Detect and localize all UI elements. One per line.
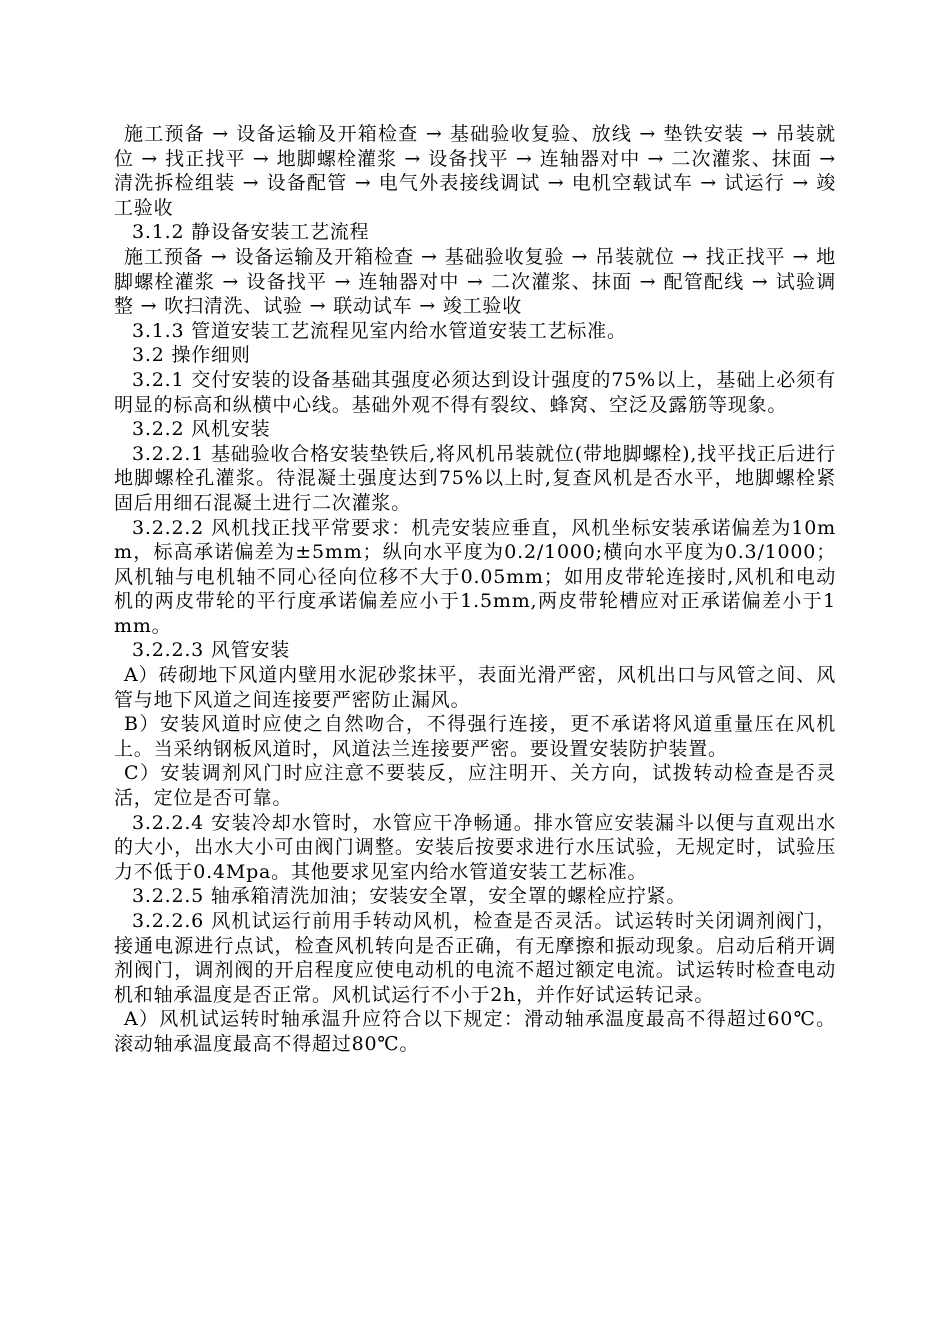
duct-item-a-paragraph: A）砖砌地下风道内壁用水泥砂浆抹平，表面光滑严密，风机出口与风管之间、风管与地下风道之间连接要严密防止漏风。 bbox=[114, 664, 836, 711]
section-3-1-2-heading: 3.1.2 静设备安装工艺流程 bbox=[132, 221, 370, 244]
duct-item-b-paragraph: B）安装风道时应使之自然吻合，不得强行连接，更不承诺将风道重量压在风机上。当采纳钢板风道时，风道法兰连接要严密。要设置安装防护装置。 bbox=[114, 713, 836, 760]
section-3-2-2-2-paragraph: 3.2.2.2 风机找正找平常要求：机壳安装应垂直，风机坐标安装承诺偏差为10mm，标高承诺偏差为±5mm；纵向水平度为0.2/1000;横向水平度为0.3/1000；风机轴与电机轴不同心径向位移不大于0.05mm；如用皮带轮连接时,风机和电动机的两皮带轮的平行度承诺偏差应小于1.5mm,两皮带轮槽应对正承诺偏差小于1mm。 bbox=[114, 516, 836, 637]
section-3-2-2-1-paragraph: 3.2.2.1 基础验收合格安装垫铁后,将风机吊装就位(带地脚螺栓),找平找正后进行地脚螺栓孔灌浆。待混凝土强度达到75%以上时,复查风机是否水平，地脚螺栓紧固后用细石混凝土进行二次灌浆。 bbox=[114, 442, 836, 514]
trial-run-item-a-paragraph: A）风机试运转时轴承温升应符合以下规定：滑动轴承温度最高不得超过60℃。滚动轴承温度最高不得超过80℃。 bbox=[114, 1008, 836, 1055]
section-3-2-2-4-paragraph: 3.2.2.4 安装冷却水管时，水管应干净畅通。排水管应安装漏斗以便与直观出水的大小，出水大小可由阀门调整。安装后按要求进行水压试验，无规定时，试验压力不低于0.4Mpa。其他要求见室内给水管道安装工艺标准。 bbox=[114, 811, 836, 883]
section-3-2-1-paragraph: 3.2.1 交付安装的设备基础其强度必须达到设计强度的75%以上，基础上必须有明显的标高和纵横中心线。基础外观不得有裂纹、蜂窝、空泛及露筋等现象。 bbox=[114, 368, 836, 416]
section-3-2-2-heading: 3.2.2 风机安装 bbox=[132, 418, 271, 441]
section-3-2-2-6-paragraph: 3.2.2.6 风机试运行前用手转动风机，检查是否灵活。试运转时关闭调剂阀门，接通电源进行点试，检查风机转向是否正确，有无摩擦和振动现象。启动后稍开调剂阀门，调剂阀的开启程度应使电动机的电流不超过额定电流。试运转时检查电动机和轴承温度是否正常。风机试运行不小于2h，并作好试运转记录。 bbox=[114, 910, 836, 1006]
static-equipment-flow-text: 施工预备 → 设备运输及开箱检查 → 基础验收复验 → 吊装就位 → 找正找平 → 地脚螺栓灌浆 → 设备找平 → 连轴器对中 → 二次灌浆、抹面 → 配管配线 → 试验调整 → 吹扫清洗、试验 → 联动试车 → 竣工验收 bbox=[114, 245, 836, 318]
equipment-install-flow-text: 施工预备 → 设备运输及开箱检查 → 基础验收复验、放线 → 垫铁安装 → 吊装就位 → 找正找平 → 地脚螺栓灌浆 → 设备找平 → 连轴器对中 → 二次灌浆、抹面 → 清洗拆检组装 → 设备配管 → 电气外表接线调试 → 电机空载试车 → 试运行 → 竣工验收 bbox=[114, 123, 836, 219]
section-3-2-2-5-paragraph: 3.2.2.5 轴承箱清洗加油；安装安全罩，安全罩的螺栓应拧紧。 bbox=[132, 885, 687, 908]
duct-item-c-paragraph: C）安装调剂风门时应注意不要装反，应注明开、关方向，试拨转动检查是否灵活，定位是否可靠。 bbox=[114, 762, 836, 810]
section-3-2-heading: 3.2 操作细则 bbox=[132, 344, 251, 367]
section-3-1-3-paragraph: 3.1.3 管道安装工艺流程见室内给水管道安装工艺标准。 bbox=[132, 319, 627, 342]
section-3-2-2-3-heading: 3.2.2.3 风管安装 bbox=[132, 639, 291, 662]
document-body bbox=[114, 122, 836, 1057]
